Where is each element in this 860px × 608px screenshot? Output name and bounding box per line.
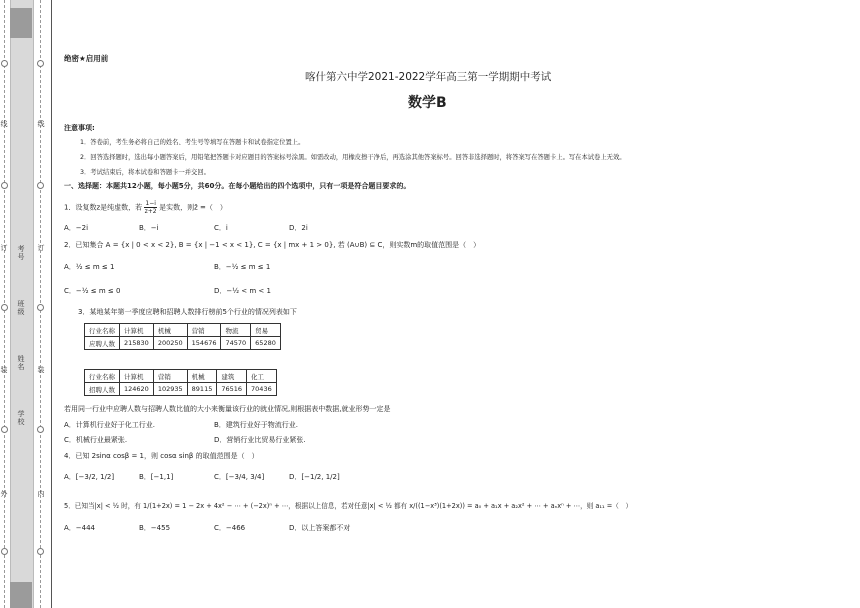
table-cell: 215830 (120, 337, 154, 350)
table-cell: 200250 (153, 337, 187, 350)
q5-option-b: B．−455 (139, 524, 171, 532)
table-cell: 营销 (187, 324, 221, 337)
table-cell: 应聘人数 (85, 337, 120, 350)
table-cell: 74570 (221, 337, 251, 350)
q5-option-a: A．−444 (64, 524, 96, 532)
q5-option-d: D．以上答案都不对 (289, 524, 351, 532)
table-cell: 76516 (217, 383, 247, 396)
table-row (85, 337, 281, 350)
exam-page (62, 0, 852, 608)
note-item-2: 2．回答选择题时，选出每小题答案后，用铅笔把答题卡对应题目的答案标号涂黑。如需改动，用橡皮擦干净后，再选涂其他答案标号。回答非选择题时，将答案写在答题卡上。写在本试卷上无效。 (80, 154, 626, 161)
q3-option-b: B．建筑行业好于物流行业. (214, 421, 299, 429)
q1-frac-den: z+2 (144, 208, 157, 215)
binding-margin (0, 0, 52, 608)
table-cell: 行业名称 (85, 324, 120, 337)
dot-marker (37, 548, 44, 555)
q3-description: 若用同一行业中应聘人数与招聘人数比值的大小来衡量该行业的就业情况,则根据表中数据,就业形势一定是 (64, 405, 391, 413)
section-1-heading: 一、选择题：本题共12小题，每小题5分，共60分。在每小题给出的四个选项中，只有一项是符合题目要求的。 (64, 182, 411, 190)
table-cell: 机械 (153, 324, 187, 337)
q4-option-d: D．[−1/2, 1/2] (289, 473, 340, 481)
label-banji: 班级 (17, 300, 25, 316)
q1-frac-num: 1−i (145, 200, 156, 207)
note-item-3: 3．考试结束后，将本试卷和答题卡一并交回。 (80, 169, 210, 176)
table-cell: 贸易 (251, 324, 281, 337)
q1-option-c: C．i (214, 224, 228, 232)
label-xingming: 姓名 (17, 355, 25, 371)
table-cell: 70436 (247, 383, 277, 396)
table-cell: 计算机 (120, 370, 154, 383)
table-cell: 招聘人数 (85, 383, 120, 396)
q2-option-b: B．−½ ≤ m ≤ 1 (214, 263, 271, 271)
q1-stem-b: 是实数，则z̄ =（ ） (159, 203, 227, 212)
table-cell: 化工 (247, 370, 277, 383)
table-row (85, 383, 277, 396)
page-border-line (51, 0, 52, 608)
table-cell: 行业名称 (85, 370, 120, 383)
q1-stem-a: 1．设复数z是纯虚数，若 (64, 203, 143, 212)
subject-title: 数学B (408, 95, 447, 111)
q3-option-c: C．机械行业最紧张. (64, 436, 128, 444)
question-5-stem: 5．已知当|x| < ½ 时，有 1/(1+2x) = 1 − 2x + 4x² − ⋯ + (−2x)ⁿ + ⋯，根据以上信息，若对任意|x| < ½ 都有 x/((1−x³)(1+2x)) = a₀ + a₁x + a₂x² + ⋯ + aₙxⁿ + ⋯，则 a₁₁ =（ ） (64, 502, 633, 510)
exam-title: 喀什第六中学2021-2022学年高三第一学期期中考试 (305, 71, 552, 83)
dot-marker (1, 548, 8, 555)
label-kaohao: 考号 (17, 245, 25, 261)
outer-mark-xian: 线 (0, 120, 8, 128)
q3-option-d: D．营销行业比贸易行业紧张. (214, 436, 306, 444)
label-xuexiao: 学校 (17, 410, 25, 426)
table-cell: 124620 (120, 383, 154, 396)
q2-option-a: A．½ ≤ m ≤ 1 (64, 263, 115, 271)
inner-mark-xian: 线 (37, 120, 45, 128)
table-cell: 建筑 (217, 370, 247, 383)
dot-marker (1, 60, 8, 67)
applicants-table (84, 323, 281, 350)
inner-mark-nei: 内 (37, 490, 45, 498)
table-cell: 65280 (251, 337, 281, 350)
binding-strip-top-block (10, 8, 32, 38)
table-cell: 物流 (221, 324, 251, 337)
inner-mark-zhuang: 装 (37, 366, 45, 374)
q1-fraction (144, 200, 157, 215)
dot-marker (37, 60, 44, 67)
question-2-stem: 2．已知集合 A = {x | 0 < x < 2}, B = {x | −1 < x < 1}, C = {x | mx + 1 > 0}, 若 (A∪B) ⊆ C，则实数m的取值范围是（ ） (64, 241, 481, 249)
q2-option-d: D．−½ < m < 1 (214, 287, 271, 295)
recruitment-table (84, 369, 277, 396)
table-cell: 89115 (187, 383, 217, 396)
binding-strip-bottom-block (10, 582, 32, 608)
table-row (85, 324, 281, 337)
outer-mark-zhuang: 装 (0, 366, 8, 374)
outer-mark-wai: 外 (0, 490, 8, 498)
table-cell: 营销 (153, 370, 187, 383)
table-row (85, 370, 277, 383)
table-cell: 机械 (187, 370, 217, 383)
q1-option-b: B．−i (139, 224, 159, 232)
dot-marker (1, 304, 8, 311)
dot-marker (37, 182, 44, 189)
q5-option-c: C．−466 (214, 524, 246, 532)
q3-option-a: A．计算机行业好于化工行业. (64, 421, 156, 429)
q4-option-c: C．[−3/4, 3/4] (214, 473, 265, 481)
dot-marker (1, 426, 8, 433)
question-1-stem (64, 200, 227, 215)
q2-option-c: C．−½ ≤ m ≤ 0 (64, 287, 121, 295)
question-3-stem: 3．某地某年第一季度应聘和招聘人数排行榜前5个行业的情况列表如下 (78, 308, 297, 316)
table-cell: 计算机 (120, 324, 154, 337)
q4-option-b: B．[−1,1] (139, 473, 174, 481)
outer-mark-ding: 订 (0, 244, 8, 252)
dot-marker (37, 304, 44, 311)
dot-marker (37, 426, 44, 433)
table-cell: 154676 (187, 337, 221, 350)
dot-marker (1, 182, 8, 189)
q4-option-a: A．[−3/2, 1/2] (64, 473, 115, 481)
question-4-stem: 4．已知 2sinα cosβ = 1，则 cosα sinβ 的取值范围是（ ） (64, 452, 259, 460)
q1-option-a: A．−2i (64, 224, 89, 232)
inner-mark-ding: 订 (37, 244, 45, 252)
notes-heading: 注意事项: (64, 124, 95, 132)
table-cell: 102935 (153, 383, 187, 396)
note-item-1: 1．答卷前，考生务必将自己的姓名、考生号等填写在答题卡和试卷指定位置上。 (80, 139, 305, 146)
secret-mark: 绝密★启用前 (64, 54, 109, 63)
q1-option-d: D．2i (289, 224, 308, 232)
